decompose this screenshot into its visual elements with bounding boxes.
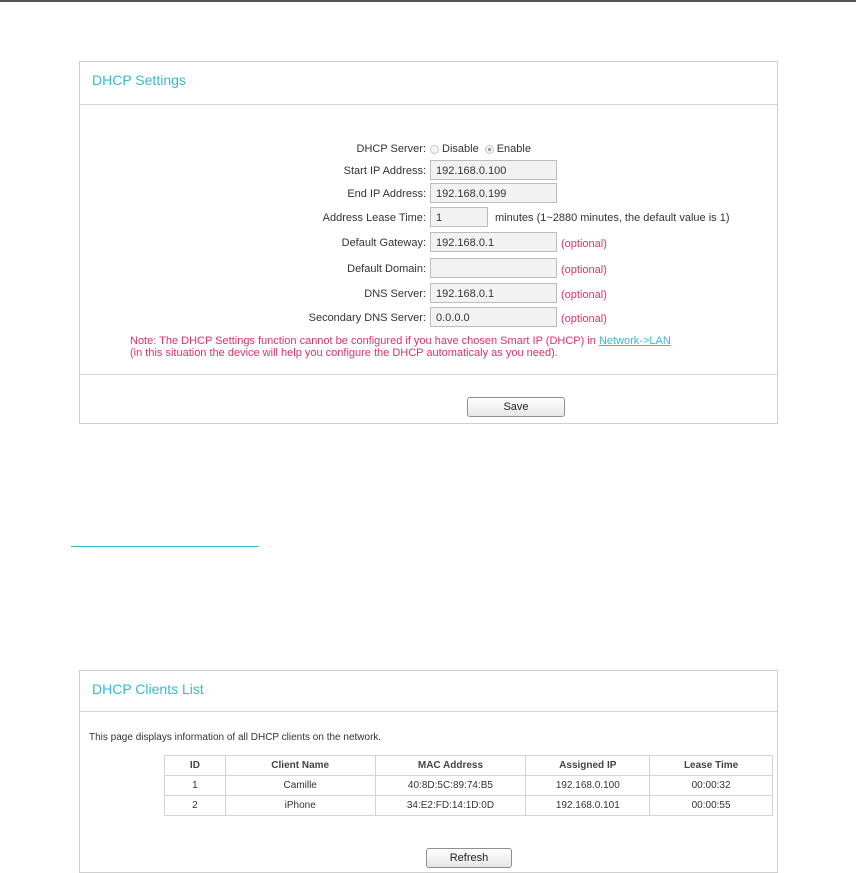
cell-id: 2: [165, 796, 226, 816]
gateway-row: [80, 232, 779, 254]
gateway-input[interactable]: 192.168.0.1: [430, 232, 557, 252]
note-text: [130, 335, 671, 359]
lease-time-label: Address Lease Time:: [322, 212, 426, 224]
dns-row: [80, 283, 779, 305]
lease-time-input[interactable]: 1: [430, 207, 488, 227]
disable-radio[interactable]: [430, 145, 439, 154]
column-header-ip: Assigned IP: [526, 756, 650, 776]
top-rule: [0, 0, 856, 2]
column-header-lease: Lease Time: [650, 756, 773, 776]
secondary-dns-label: Secondary DNS Server:: [308, 312, 426, 324]
divider: [80, 711, 777, 712]
column-header-mac: MAC Address: [375, 756, 526, 776]
cell-mac: 34:E2:FD:14:1D:0D: [375, 796, 526, 816]
cell-ip: 192.168.0.101: [526, 796, 650, 816]
start-ip-row: [80, 160, 779, 182]
column-header-client-name: Client Name: [225, 756, 375, 776]
table-header-row: [165, 756, 773, 776]
domain-label: Default Domain:: [347, 263, 426, 275]
cell-client-name: Camille: [225, 776, 375, 796]
cell-lease: 00:00:32: [650, 776, 773, 796]
lease-time-hint: minutes (1~2880 minutes, the default value is 1): [495, 212, 730, 224]
start-ip-input[interactable]: 192.168.0.100: [430, 160, 557, 180]
end-ip-row: [80, 183, 779, 205]
lease-time-row: [80, 207, 779, 229]
cell-id: 1: [165, 776, 226, 796]
dns-input[interactable]: 192.168.0.1: [430, 283, 557, 303]
clients-description: This page displays information of all DHCP clients on the network.: [89, 732, 382, 743]
dns-label: DNS Server:: [364, 288, 426, 300]
dhcp-server-label: DHCP Server:: [356, 143, 426, 155]
domain-input[interactable]: [430, 258, 557, 278]
gateway-label: Default Gateway:: [341, 237, 426, 249]
dhcp-server-row: [80, 138, 779, 160]
enable-radio-label[interactable]: Enable: [496, 143, 531, 155]
optional-note: (optional): [561, 238, 607, 250]
secondary-dns-input[interactable]: 0.0.0.0: [430, 307, 557, 327]
column-header-id: ID: [165, 756, 226, 776]
cell-mac: 40:8D:5C:89:74:B5: [375, 776, 526, 796]
optional-note: (optional): [561, 313, 607, 325]
refresh-button[interactable]: Refresh: [426, 848, 512, 868]
cell-lease: 00:00:55: [650, 796, 773, 816]
cell-ip: 192.168.0.100: [526, 776, 650, 796]
divider: [80, 104, 777, 105]
dhcp-server-radio-group: [430, 143, 537, 155]
note-line-1: Note: The DHCP Settings function cannot be configured if you have chosen Smart IP (DHCP) in: [130, 335, 599, 347]
divider: [80, 374, 777, 375]
network-lan-link[interactable]: Network->LAN: [598, 335, 671, 347]
dhcp-clients-panel: [79, 670, 778, 873]
enable-radio[interactable]: [485, 145, 494, 154]
cell-client-name: iPhone: [225, 796, 375, 816]
optional-note: (optional): [561, 289, 607, 301]
end-ip-label: End IP Address:: [347, 188, 426, 200]
end-ip-input[interactable]: 192.168.0.199: [430, 183, 557, 203]
secondary-dns-row: [80, 307, 779, 329]
table-row: [165, 776, 773, 796]
clients-table: [164, 755, 773, 816]
note-line-2: (in this situation the device will help you configure the DHCP automaticaly as you need).: [130, 347, 558, 359]
dhcp-settings-panel: [79, 61, 778, 424]
save-button[interactable]: Save: [467, 397, 565, 417]
table-row: [165, 796, 773, 816]
link-underline: [71, 546, 259, 547]
panel-title: DHCP Clients List: [92, 681, 204, 697]
optional-note: (optional): [561, 264, 607, 276]
domain-row: [80, 258, 779, 280]
panel-title: DHCP Settings: [92, 72, 186, 88]
disable-radio-label[interactable]: Disable: [442, 143, 479, 155]
start-ip-label: Start IP Address:: [343, 165, 426, 177]
